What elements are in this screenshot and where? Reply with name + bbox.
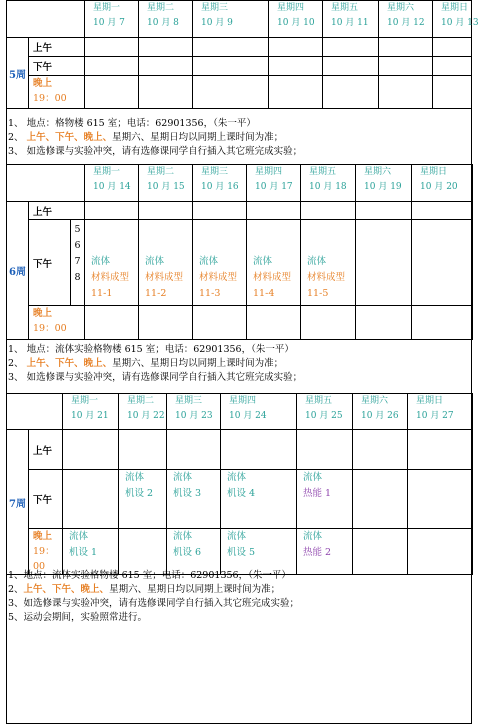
day-header: 星期二 10 月 8: [139, 1, 193, 38]
day-header: 星期四 10 月 10: [269, 1, 323, 38]
note-line: 3、如选修课与实验冲突，请有选修课同学自行插入其它班完成实验；: [8, 598, 300, 609]
note-line: 1、 地点：流体实验格物楼 615 室；电话：62901356，（朱一平）: [8, 344, 294, 355]
lab-session: 流体 热能 1: [297, 470, 353, 529]
corner-cell: [7, 1, 85, 38]
lab-session: 流体 材料成型 11-2: [139, 220, 193, 306]
day-header: 星期三 10 月 9: [193, 1, 269, 38]
note-line: 1、地点：流体实验格物楼 615 室；电话：62901356，（朱一平）: [8, 570, 291, 581]
day-header: 星期五 10 月 11: [323, 1, 379, 38]
week5-notes: [8, 117, 302, 159]
period-numbers: 5 6 7 8: [71, 220, 85, 306]
morning-label: 上午: [29, 430, 63, 470]
day-header: 星期四 10 月 24: [221, 394, 297, 430]
week5-table: [6, 0, 479, 109]
note-line: 3、 如选修课与实验冲突，请有选修课同学自行插入其它班完成实验；: [8, 146, 303, 157]
day-header: 星期一 10 月 14: [85, 165, 139, 202]
lab-session: 流体 材料成型 11-3: [193, 220, 247, 306]
evening-label: 晚上 19：00: [29, 529, 63, 575]
week6-notes: [8, 343, 302, 385]
week6-table: [6, 164, 473, 340]
afternoon-label: 下午: [29, 470, 63, 529]
day-header: 星期四 10 月 17: [247, 165, 301, 202]
note-line: 1、 地点：格物楼 615 室；电话：62901356，（朱一平）: [8, 118, 256, 129]
day-header: 星期五 10 月 25: [297, 394, 353, 430]
week-label: 5周: [7, 38, 29, 109]
lab-session: 流体 材料成型 11-1: [85, 220, 139, 306]
morning-label: 上午: [29, 38, 85, 57]
day-header: 星期日 10 月 13: [433, 1, 472, 38]
week-label: 6周: [7, 202, 29, 340]
lab-session: 流体 机设 1: [63, 529, 119, 575]
day-header: 星期三 10 月 23: [167, 394, 221, 430]
note-line: 2、 上午、下午、晚上、星期六、星期日均以同期上课时间为准；: [8, 132, 284, 143]
day-header: 星期日 10 月 27: [408, 394, 473, 430]
lab-session: 流体 机设 5: [221, 529, 297, 575]
note-line: 2、 上午、下午、晚上、星期六、星期日均以同期上课时间为准；: [8, 358, 284, 369]
lab-session: 流体 机设 6: [167, 529, 221, 575]
afternoon-label: 下午: [29, 57, 85, 76]
afternoon-label: 下午: [29, 220, 71, 306]
day-header: 星期六 10 月 26: [353, 394, 408, 430]
lab-session: 流体 机设 4: [221, 470, 297, 529]
day-header: 星期日 10 月 20: [412, 165, 473, 202]
day-header: 星期二 10 月 22: [119, 394, 167, 430]
day-header: 星期二 10 月 15: [139, 165, 193, 202]
day-header: 星期一 10 月 21: [63, 394, 119, 430]
day-header: 星期六 10 月 12: [379, 1, 433, 38]
day-header: 星期三 10 月 16: [193, 165, 247, 202]
lab-session: 流体 机设 3: [167, 470, 221, 529]
evening-label: 晚上 19：00: [29, 306, 85, 340]
lab-session: 流体 机设 2: [119, 470, 167, 529]
evening-label: 晚上 19：00: [29, 76, 85, 109]
day-header: 星期六 10 月 19: [356, 165, 412, 202]
lab-session: 流体 材料成型 11-4: [247, 220, 301, 306]
corner-cell: [7, 165, 85, 202]
corner-cell: [7, 394, 63, 430]
week7-table: [6, 393, 473, 575]
note-line: 5、运动会期间，实验照常进行。: [8, 612, 148, 623]
note-line: 3、 如选修课与实验冲突，请有选修课同学自行插入其它班完成实验；: [8, 372, 303, 383]
week-label: 7周: [7, 430, 29, 575]
week7-notes: [8, 569, 299, 625]
day-header: 星期一 10 月 7: [85, 1, 139, 38]
morning-label: 上午: [29, 202, 85, 220]
day-header: 星期五 10 月 18: [301, 165, 356, 202]
lab-session: 流体 材料成型 11-5: [301, 220, 356, 306]
note-line: 2、上午、下午、晚上、星期六、星期日均以同期上课时间为准；: [8, 584, 281, 595]
lab-session: 流体 热能 2: [297, 529, 353, 575]
